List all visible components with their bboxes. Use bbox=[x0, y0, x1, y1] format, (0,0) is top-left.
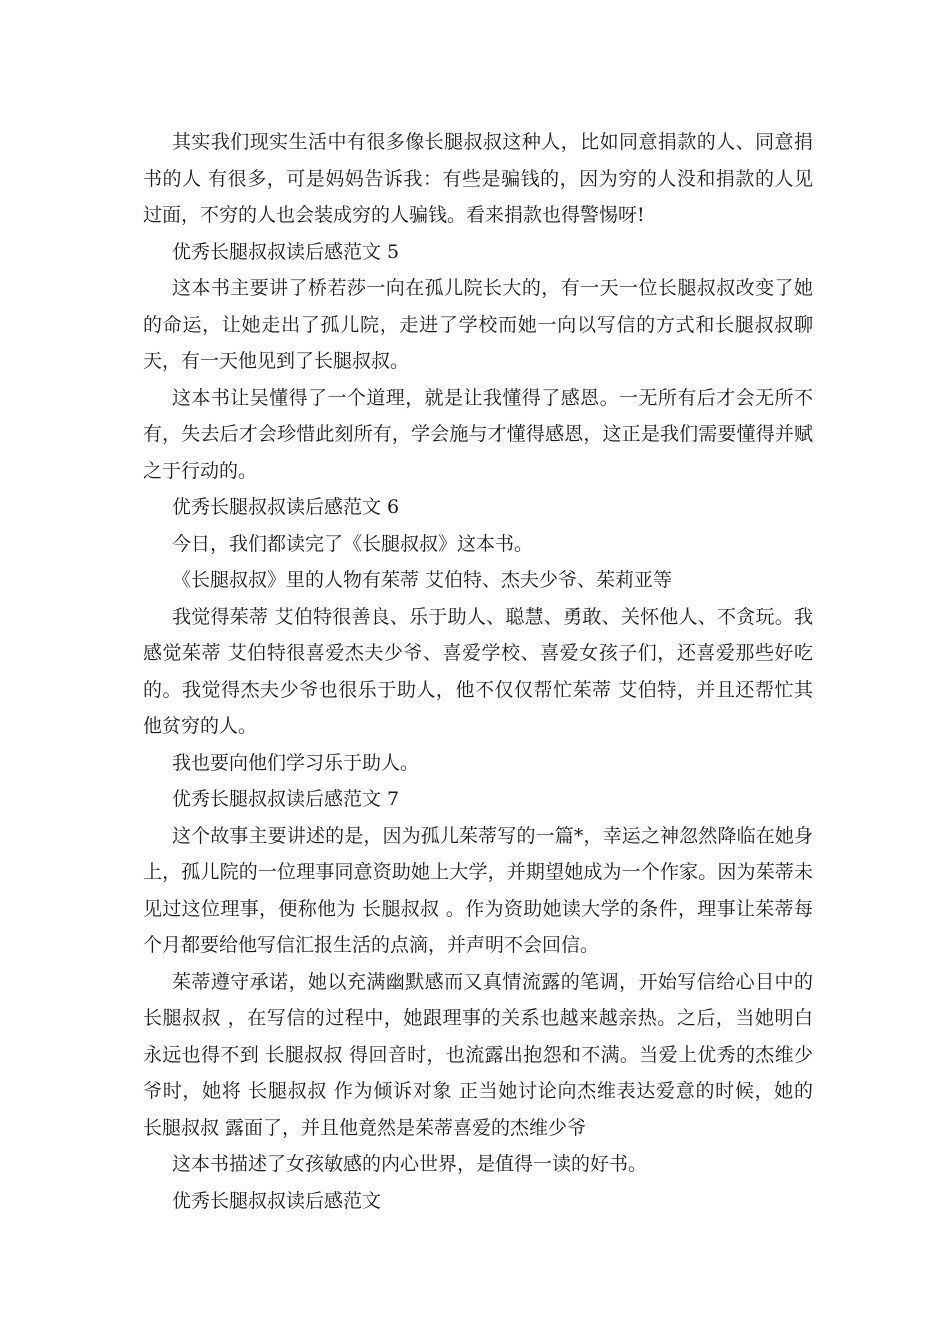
section-heading: 优秀长腿叔叔读后感范文 6 bbox=[172, 496, 400, 518]
paragraph: 我觉得茱蒂 艾伯特很善良、乐于助人、聪慧、勇敢、关怀他人、不贪玩。我感觉茱蒂 艾伯特很喜爱杰夫少爷、喜爱学校、喜爱女孩子们，还喜爱那些好吃的。我觉得杰夫少爷也很乐于助人，他不仅仅帮忙茱蒂 艾伯特，并且还帮忙其他贫穷的人。 bbox=[143, 605, 813, 737]
paragraph: 我也要向他们学习乐于助人。 bbox=[172, 751, 420, 774]
paragraph: 这本书描述了女孩敏感的内心世界，是值得一读的好书。 bbox=[172, 1153, 648, 1175]
section-heading: 优秀长腿叔叔读后感范文 5 bbox=[172, 240, 400, 263]
paragraph: 今日，我们都读完了《长腿叔叔》这本书。 bbox=[172, 532, 534, 555]
paragraph: 其实我们现实生活中有很多像长腿叔叔这种人，比如同意捐款的人、同意捐书的人 有很多，可是妈妈告诉我：有些是骗钱的，因为穷的人没和捐款的人见过面，不穷的人也会装成穷的人骗钱。看来捐款也得警惕呀! bbox=[143, 131, 813, 226]
paragraph: 这本书让吴懂得了一个道理，就是让我懂得了感恩。一无所有后才会无所不有，失去后才会珍惜此刻所有，学会施与才懂得感恩，这正是我们需要懂得并赋之于行动的。 bbox=[143, 386, 813, 482]
section-heading: 优秀长腿叔叔读后感范文 bbox=[172, 1189, 382, 1212]
section-heading: 优秀长腿叔叔读后感范文 7 bbox=[172, 788, 400, 810]
paragraph: 茱蒂遵守承诺，她以充满幽默感而又真情流露的笔调，开始写信给心目中的长腿叔叔 ，在写信的过程中，她跟理事的关系也越来越亲热。之后，当她明白永远也得不到 长腿叔叔 得回音时，也流露出抱怨和不满。当爱上优秀的杰维少爷时，她将 长腿叔叔 作为倾诉对象 正当她讨论向杰维表达爱意的时候，她的 长腿叔叔 露面了，并且他竟然是茱蒂喜爱的杰维少爷 bbox=[143, 970, 813, 1139]
paragraph: 《长腿叔叔》里的人物有茱蒂 艾伯特、杰夫少爷、茱莉亚等 bbox=[172, 569, 673, 591]
paragraph: 这本书主要讲了桥若莎一向在孤儿院长大的，有一天一位长腿叔叔改变了她的命运，让她走出了孤儿院，走进了学校而她一向以写信的方式和长腿叔叔聊天，有一天他见到了长腿叔叔。 bbox=[143, 277, 813, 372]
document-body bbox=[143, 124, 813, 1219]
paragraph: 这个故事主要讲述的是，因为孤儿茱蒂写的一篇*，幸运之神忽然降临在她身上，孤儿院的一位理事同意资助她上大学，并期望她成为一个作家。因为茱蒂未见过这位理事，便称他为 长腿叔叔 。作为资助她读大学的条件，理事让茱蒂每个月都要给他写信汇报生活的点滴，并声明不会回信。 bbox=[143, 824, 813, 956]
